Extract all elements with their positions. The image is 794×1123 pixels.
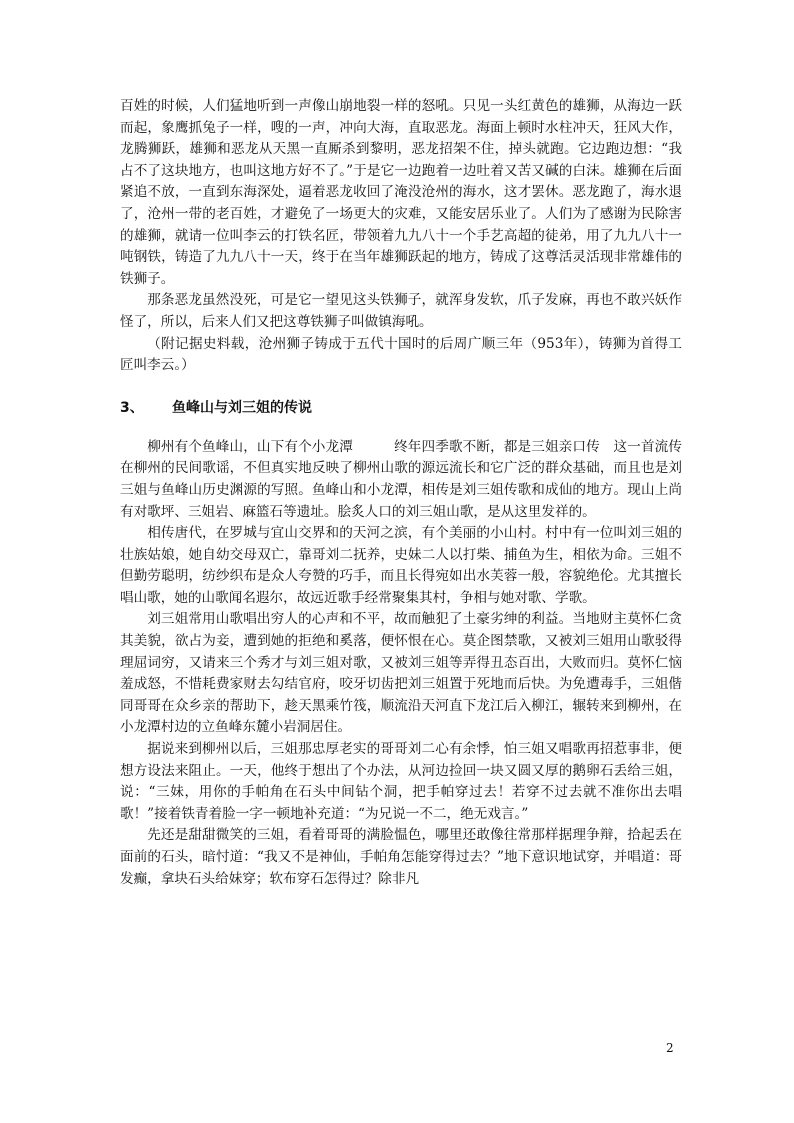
paragraph-landlord-conflict: 刘三姐常用山歌唱出穷人的心声和不平，故而触犯了土豪劣绅的利益。当地财主莫怀仁贪其美貌，欲占为妾，遭到她的拒绝和奚落，便怀恨在心。莫企图禁歌，又被刘三姐用山歌驳得理屈词穷，又请来三个秀才与刘三姐对歌，又被刘三姐等弄得丑态百出，大败而归。莫怀仁恼羞成怒，不惜耗费家财去勾结官府，咬牙切齿把刘三姐置于死地而后快。为免遭毒手，三姐偕同哥哥在众乡亲的帮助下，趁天黑乘竹筏，顺流沿天河直下龙江后入柳江，辗转来到柳州，在小龙潭村边的立鱼峰东麓小岩洞居住。 bbox=[120, 611, 682, 736]
section-number: 3、 bbox=[120, 399, 144, 416]
paragraph-sister-song: 先还是甜甜微笑的三姐，看着哥哥的满脸愠色，哪里还敢像往常那样据理争辩，拾起丢在面前的石头，暗忖道：“我又不是神仙，手帕角怎能穿得过去？”地下意识地试穿，并唱道：哥发癫，拿块石头给妹穿；软布穿石怎得过？除非凡 bbox=[120, 827, 682, 887]
document-body bbox=[120, 96, 682, 890]
section-heading bbox=[120, 397, 682, 419]
paragraph-tang-legend: 相传唐代，在罗城与宜山交界和的天河之滨，有个美丽的小山村。村中有一位叫刘三姐的壮族姑娘，她自幼交母双亡，靠哥刘二抚养，史妹二人以打柴、捕鱼为生，相依为命。三姐不但勤劳聪明，纺纱织布是众人夸赞的巧手，而且长得宛如出水芙蓉一般，容貌绝伦。尤其擅长唱山歌，她的山歌闻名遐尔，故远近歌手经常聚集其村，争相与她对歌、学歌。 bbox=[120, 525, 682, 606]
paragraph-historical-note: （附记据史料载，沧州狮子铸成于五代十国时的后周广顺三年（953年），铸狮为首得工匠叫李云。） bbox=[120, 335, 682, 374]
paragraph-dragon-afraid: 那条恶龙虽然没死，可是它一望见这头铁狮子，就浑身发软，爪子发麻，再也不敢兴妖作怪了，所以，后来人们又把这尊铁狮子叫做镇海吼。 bbox=[120, 292, 682, 330]
paragraph-brother-stone: 据说来到柳州以后，三姐那忠厚老实的哥哥刘二心有余悸，怕三姐又唱歌再招惹事非，便想方设法来阻止。一天，他终于想出了个办法，从河边捡回一块又圆又厚的鹅卵石丢给三姐，说：“三妹，用你的手帕角在石头中间钻个洞，把手帕穿过去！若穿不过去就不准你出去唱歌！”接着铁青着脸一字一顿地补充道：“为兄说一不二，绝无戏言。” bbox=[120, 741, 682, 822]
section-title: 鱼峰山与刘三姐的传说 bbox=[172, 399, 312, 416]
paragraph-lion-story-end: 百姓的时候，人们猛地听到一声像山崩地裂一样的怒吼。只见一头红黄色的雄狮，从海边一跃而起，象鹰抓兔子一样，嗖的一声，冲向大海，直取恶龙。海面上顿时水柱冲天，狂风大作，龙腾狮跃，雄狮和恶龙从天黑一直厮杀到黎明，恶龙招架不住，掉头就跑。它边跑边想：“我占不了这块地方，也叫这地方好不了。”于是它一边跑着一边吐着又苦又碱的白沫。雄狮在后面紧追不放，一直到东海深处，逼着恶龙收回了淹没沧州的海水，这才罢休。恶龙跑了，海水退了，沧州一带的老百姓，才避免了一场更大的灾难，又能安居乐业了。人们为了感谢为民除害的雄狮，就请一位叫李云的打铁名匠，带领着九九八十一个手艺高超的徒弟，用了九九八十一吨钢铁，铸造了九九八十一天，终于在当年雄狮跃起的地方，铸成了这尊活灵活现非常雄伟的铁狮子。 bbox=[120, 98, 682, 287]
paragraph-yufeng-intro: 柳州有个鱼峰山，山下有个小龙潭 终年四季歌不断，都是三姐亲口传 这一首流传在柳州的民间歌谣，不但真实地反映了柳州山歌的源远流长和它广泛的群众基础，而且也是刘三姐与鱼峰山历史渊源的写照。鱼峰山和小龙潭，相传是刘三姐传歌和成仙的地方。现山上尚有对歌坪、三姐岩、麻篮石等遗址。脍炙人口的刘三姐山歌，是从这里发祥的。 bbox=[120, 438, 682, 520]
page-number: 2 bbox=[666, 1041, 674, 1055]
